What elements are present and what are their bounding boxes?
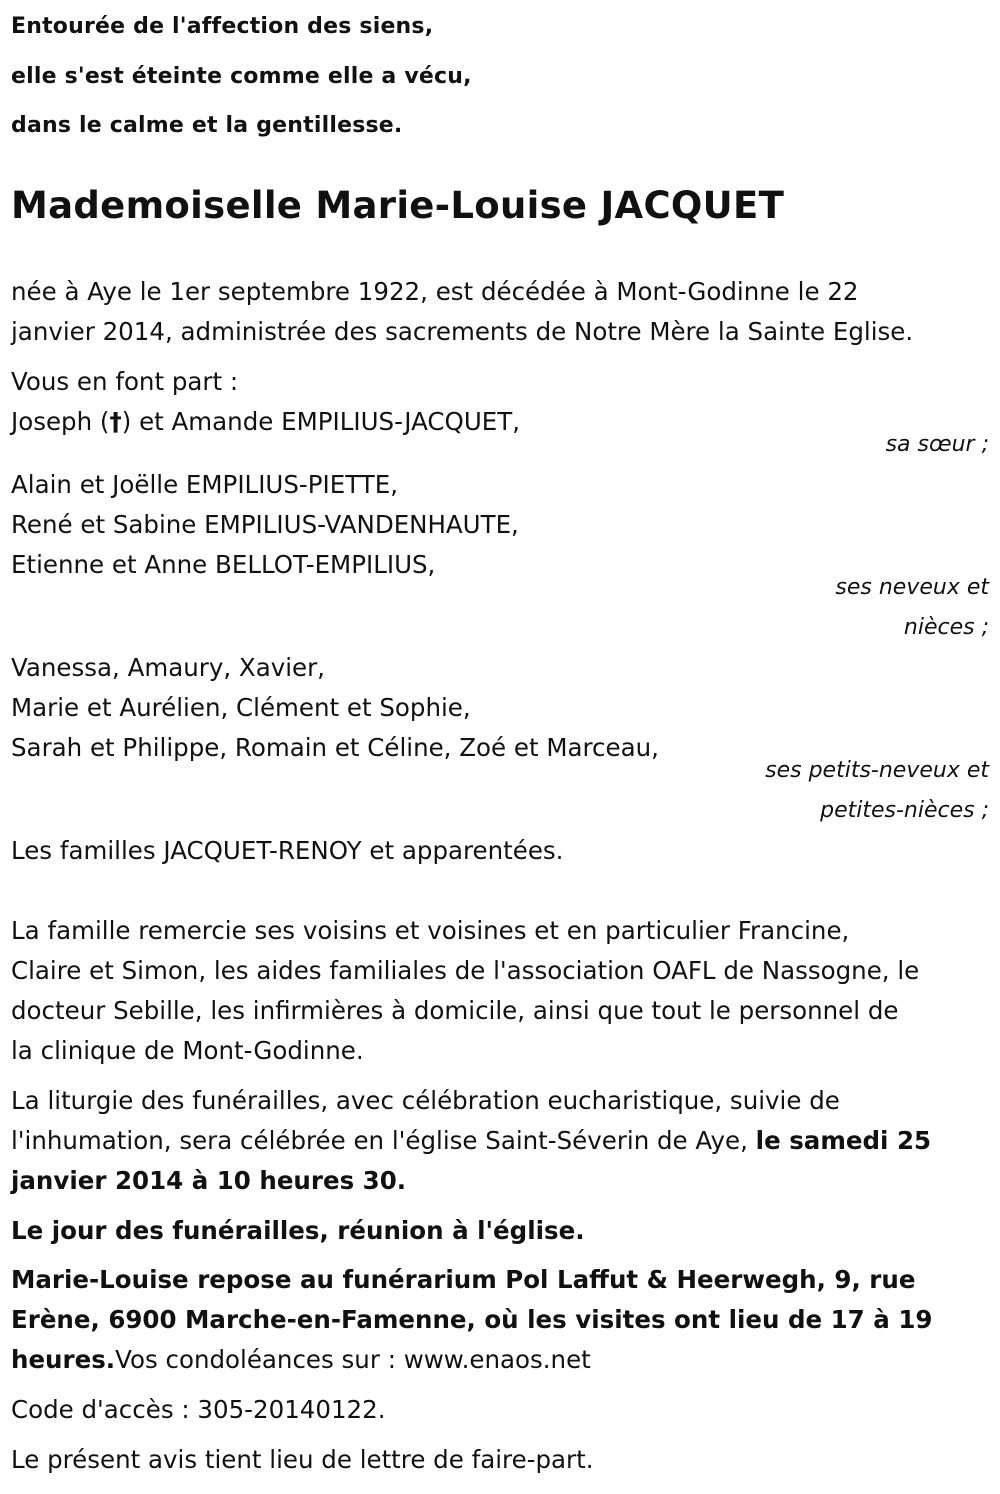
funeral-home-hours: heures. [11,1345,116,1374]
funeral-home-text-1: Marie-Louise repose au funérarium Pol Laffut & Heerwegh, 9, rue [11,1265,916,1294]
sister-suffix: ) et Amande EMPILIUS-JACQUET, [121,407,520,436]
birth-death-line-1: née à Aye le 1er septembre 1922, est décédée à Mont-Godinne le 22 [11,277,859,306]
thanks-line-1: La famille remercie ses voisins et voisines et en particulier Francine, [11,916,850,945]
sister-prefix: Joseph ( [11,407,110,436]
meeting-text: Le jour des funérailles, réunion à l'église. [11,1216,585,1245]
grand-nephew-line-1: Vanessa, Amaury, Xavier, [11,653,325,682]
funeral-home-line-3 [11,1340,591,1380]
grand-nephew-line-3: Sarah et Philippe, Romain et Céline, Zoé et Marceau, [11,733,659,762]
epigraph-line-2: elle s'est éteinte comme elle a vécu, [11,64,472,89]
deceased-name: Mademoiselle Marie-Louise JACQUET [11,184,785,227]
condolences-link[interactable]: Vos condoléances sur : www.enaos.net [115,1345,591,1374]
relation-nephews-1: ses neveux et [835,575,989,600]
liturgy-place: l'inhumation, sera célébrée en l'église Saint-Séverin de Aye, [11,1126,756,1155]
access-code: Code d'accès : 305-20140122. [11,1395,386,1424]
nephew-line-2: René et Sabine EMPILIUS-VANDENHAUTE, [11,510,519,539]
epigraph-line-1: Entourée de l'affection des siens, [11,14,434,39]
liturgy-line-2 [11,1121,931,1161]
relation-sister: sa sœur ; [885,432,989,457]
epigraph-line-3: dans le calme et la gentillesse. [11,113,403,138]
liturgy-date-start: le samedi 25 [755,1126,932,1155]
funeral-home-line-2 [11,1300,932,1340]
liturgy-line-1: La liturgie des funérailles, avec célébration eucharistique, suivie de [11,1086,840,1115]
funeral-home-text-2: Erène, 6900 Marche-en-Famenne, où les visites ont lieu de 17 à 19 [11,1305,933,1334]
closing-line: Le présent avis tient lieu de lettre de faire-part. [11,1445,594,1474]
family-sister [11,402,520,442]
funeral-home-line-1 [11,1260,915,1300]
relation-grand-1: ses petits-neveux et [765,758,989,783]
birth-death-line-2: janvier 2014, administrée des sacrements de Notre Mère la Sainte Eglise. [11,317,914,346]
families-line: Les familles JACQUET-RENOY et apparentées. [11,836,564,865]
nephew-line-3: Etienne et Anne BELLOT-EMPILIUS, [11,550,436,579]
announcement: Vous en font part : [11,367,239,396]
relation-grand-2: petites-nièces ; [820,798,989,823]
relation-nephews-2: nièces ; [903,615,989,640]
nephew-line-1: Alain et Joëlle EMPILIUS-PIETTE, [11,470,398,499]
meeting-line [11,1211,585,1251]
thanks-line-2: Claire et Simon, les aides familiales de l'association OAFL de Nassogne, le [11,956,920,985]
thanks-line-4: la clinique de Mont-Godinne. [11,1036,364,1065]
grand-nephew-line-2: Marie et Aurélien, Clément et Sophie, [11,693,471,722]
liturgy-line-3 [11,1161,406,1201]
cross-icon: † [109,407,122,436]
liturgy-date-end: janvier 2014 à 10 heures 30. [11,1166,407,1195]
thanks-line-3: docteur Sebille, les infirmières à domicile, ainsi que tout le personnel de [11,996,899,1025]
